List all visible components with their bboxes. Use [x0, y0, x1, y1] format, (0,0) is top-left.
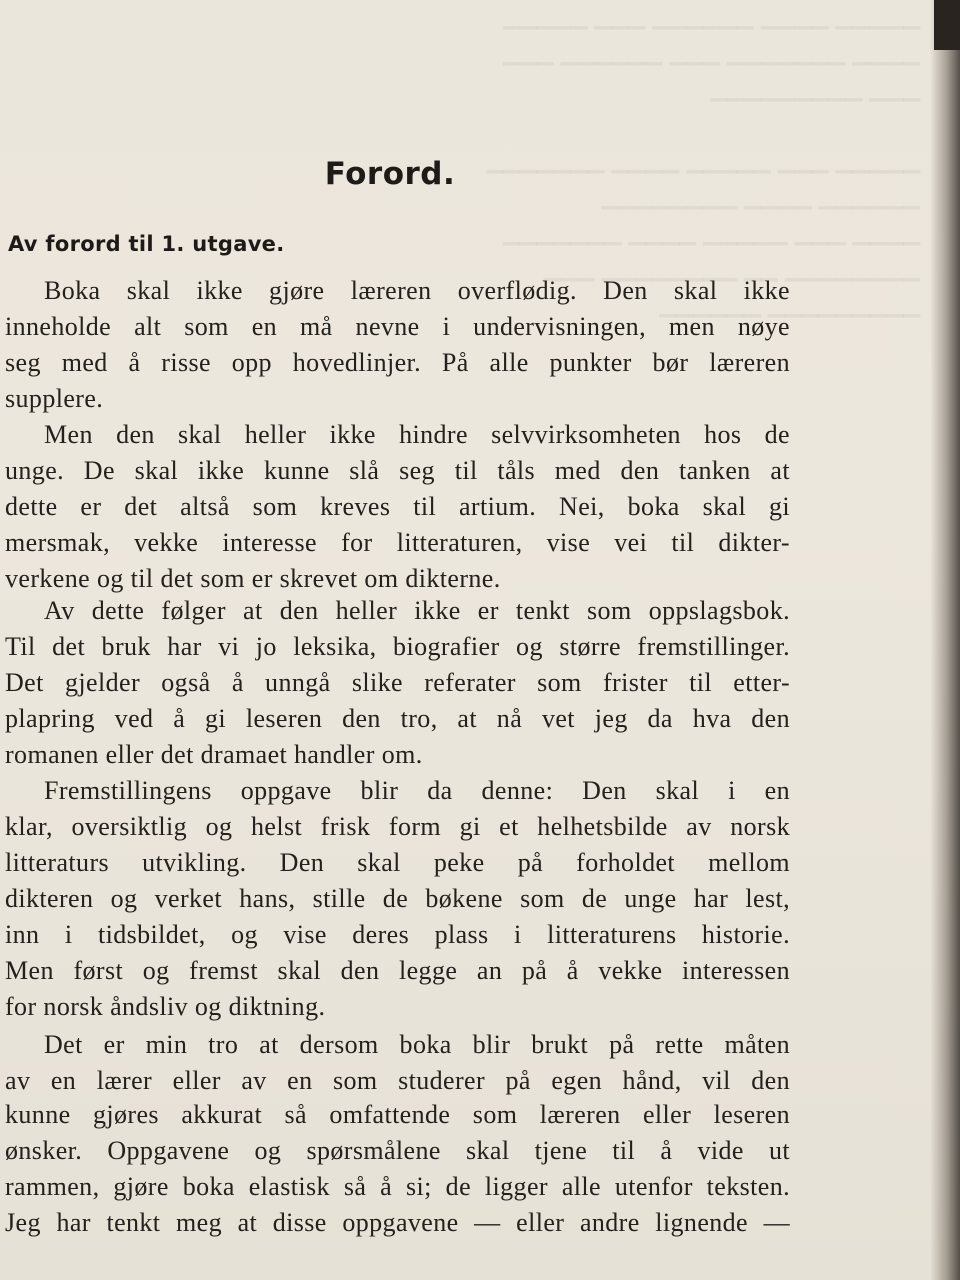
text-line: ønsker. Oppgavene og spørsmålene skal tjene til å vide ut — [5, 1136, 790, 1165]
text-line: Til det bruk har vi jo leksika, biografier og større fremstillinger. — [5, 632, 790, 661]
page-corner-shadow — [934, 0, 960, 50]
section-heading: Av forord til 1. utgave. — [8, 232, 285, 256]
page-title: Forord. — [324, 156, 456, 192]
text-line: Boka skal ikke gjøre læreren overflødig. Den skal ikke — [44, 276, 790, 305]
bleed-through-texture: ▁▁▁▁▁ ▁▁▁▁ ▁▁▁▁▁▁ ▁▁▁ ▁▁▁▁▁ ▁▁▁▁ ▁▁▁▁▁▁▁ ▁▁▁ ▁▁▁▁▁▁ ▁▁▁ ▁▁▁ ▁▁▁▁▁▁▁▁▁ ▁▁▁▁▁ ▁▁▁ ▁▁▁▁▁ ▁▁▁▁ ▁▁▁▁▁▁▁ ▁▁▁▁▁▁ ▁▁▁▁ ▁▁▁▁▁▁▁▁ ▁▁▁▁ ▁▁▁ ▁▁▁▁▁ ▁▁▁▁ ▁▁▁▁▁▁▁ ▁▁▁▁▁▁▁▁ ▁▁ ▁▁▁▁▁▁▁▁ ▁▁▁ ▁▁▁▁▁▁▁▁▁ ▁▁▁▁▁▁ — [485, 5, 920, 318]
text-line: Det gjelder også å unngå slike referater som frister til etter- — [5, 668, 790, 697]
text-line: unge. De skal ikke kunne slå seg til tåls med den tanken at — [5, 456, 790, 485]
text-line: inneholde alt som en må nevne i undervisningen, men nøye — [5, 312, 790, 341]
text-line: rammen, gjøre boka elastisk så å si; de ligger alle utenfor teksten. — [5, 1172, 790, 1201]
text-line: dette er det altså som kreves til artium. Nei, boka skal gi — [5, 492, 790, 521]
page-edge-shadow — [930, 0, 960, 1280]
text-line: plapring ved å gi leseren den tro, at nå vet jeg da hva den — [5, 704, 790, 733]
text-line: Fremstillingens oppgave blir da denne: Den skal i en — [44, 776, 790, 805]
text-line: klar, oversiktlig og helst frisk form gi et helhetsbilde av norsk — [5, 812, 790, 841]
text-line: verkene og til det som er skrevet om dikterne. — [5, 564, 501, 593]
text-line: for norsk åndsliv og diktning. — [5, 992, 326, 1021]
text-line: av en lærer eller av en som studerer på egen hånd, vil den — [5, 1066, 790, 1095]
text-line: dikteren og verket hans, stille de bøkene som de unge har lest, — [5, 884, 790, 913]
text-line: Men først og fremst skal den legge an på å vekke interessen — [5, 956, 790, 985]
text-line: Men den skal heller ikke hindre selvvirksomheten hos de — [44, 420, 790, 449]
text-line: romanen eller det dramaet handler om. — [5, 740, 423, 769]
text-line: supplere. — [5, 384, 104, 413]
text-line: litteraturs utvikling. Den skal peke på forholdet mellom — [5, 848, 790, 877]
text-line: Det er min tro at dersom boka blir brukt på rette måten — [44, 1030, 790, 1059]
text-line: Jeg har tenkt meg at disse oppgavene — eller andre lignende — — [5, 1208, 790, 1237]
text-line: seg med å risse opp hovedlinjer. På alle punkter bør læreren — [5, 348, 790, 377]
text-line: mersmak, vekke interesse for litteraturen, vise vei til dikter- — [5, 528, 790, 557]
text-line: inn i tidsbildet, og vise deres plass i litteraturens historie. — [5, 920, 790, 949]
text-line: kunne gjøres akkurat så omfattende som læreren eller leseren — [5, 1100, 790, 1129]
text-line: Av dette følger at den heller ikke er tenkt som oppslagsbok. — [44, 596, 790, 625]
